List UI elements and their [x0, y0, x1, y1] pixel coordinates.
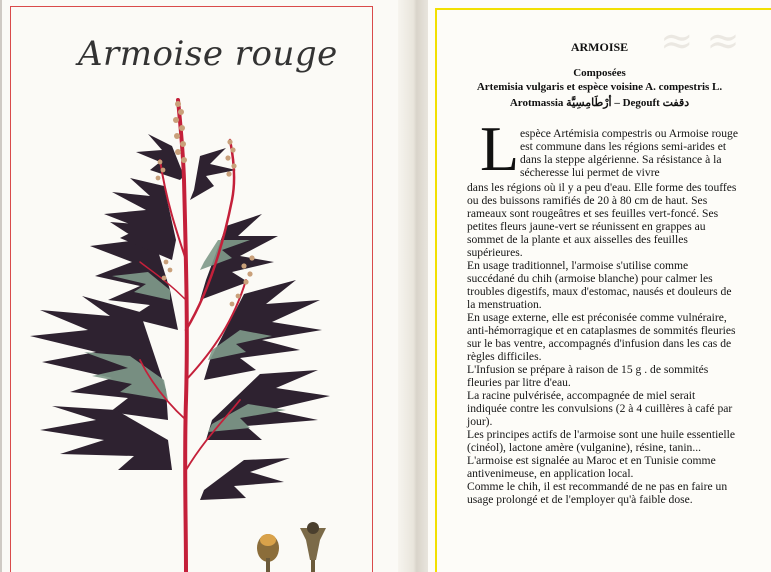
body-text-line: sur le bas ventre, accompagnés d'infusion dans les cas de [467, 337, 732, 350]
body-text-line: dans les régions où il y a peu d'eau. Elle forme des touffes [467, 181, 737, 194]
body-text-line: En usage traditionnel, l'armoise s'utilise comme [467, 259, 689, 272]
body-text-line: En usage externe, elle est préconisée comme vulnéraire, [467, 311, 727, 324]
show-through-text: ≈ ≈ [660, 18, 740, 64]
body-text-line: ou des buissons ramifiés de 20 à 80 cm de haut. Ses [467, 194, 708, 207]
flower-detail-right [300, 522, 326, 572]
body-text-line: Les principes actifs de l'armoise sont une huile essentielle [467, 428, 736, 441]
body-text-line: petites fleurs jaune-vert se réunissent en grappes au [467, 220, 706, 233]
species-name: Artemisia vulgaris et espèce voisine A. compestris L. [476, 81, 723, 93]
body-text-line: troubles digestifs, maux d'estomac, nausés et douleurs de [467, 285, 732, 298]
flower-spikes [156, 101, 255, 306]
body-text-line: jour). [467, 415, 493, 428]
body-text-line: Comme le chih, il est recommandé de ne pas en faire un [467, 480, 728, 493]
body-text-line: antivenimeuse, en application local. [467, 467, 634, 480]
body-text-line: fleuries par litre d'eau. [467, 376, 571, 389]
flower-detail-left [257, 534, 279, 572]
plant-title: Armoise rouge [78, 34, 338, 74]
body-text-line: dans la steppe algérienne. Sa résistance à la [520, 153, 722, 166]
vernacular-names: Arotmassia أرْطَامِسِيَّة – Degouft دقفت [509, 97, 690, 109]
plant-family: Composées [573, 67, 626, 79]
body-text-line: anti-hémorragique et en cataplasmes de sommités fleuries [467, 324, 736, 337]
dark-leaves [30, 134, 330, 500]
body-text-line: usage prolongé et de l'employer qu'à faible dose. [467, 493, 693, 506]
body-text-line: succédané du chih (armoise blanche) pour calmer les [467, 272, 713, 285]
body-text-line: est commune dans les régions semi-arides et [520, 140, 727, 153]
article-heading: ARMOISE [570, 40, 629, 54]
body-text-line: la menstruation. [467, 298, 542, 311]
body-text-line: La racine pulvérisée, accompagnée de miel serait [467, 389, 696, 402]
body-text-line: L'armoise est signalée au Maroc et en Tunisie comme [467, 454, 716, 467]
book-gutter [398, 0, 432, 572]
body-text-line: supérieures. [467, 246, 523, 259]
body-text-line: indiquée contre les convulsions (2 à 4 cuillères à café par [467, 402, 733, 415]
body-text-line: sécheresse lui permet de vivre [520, 166, 660, 179]
body-text-line: (cinéol), lactone amère (vulganine), résine, tanin... [467, 441, 702, 454]
drop-cap: L [480, 113, 520, 184]
body-text-line: espèce Artémisia compestris ou Armoise rouge [520, 127, 738, 140]
body-text-line: sommet de la plante et aux aisselles des feuilles [467, 233, 688, 246]
body-text-line: L'Infusion se prépare à raison de 15 g . de sommités [467, 363, 709, 376]
body-text-line: rameaux sont rougeâtres et ses feuilles vert-foncé. Ses [467, 207, 719, 220]
body-text-line: règles difficiles. [467, 350, 542, 363]
